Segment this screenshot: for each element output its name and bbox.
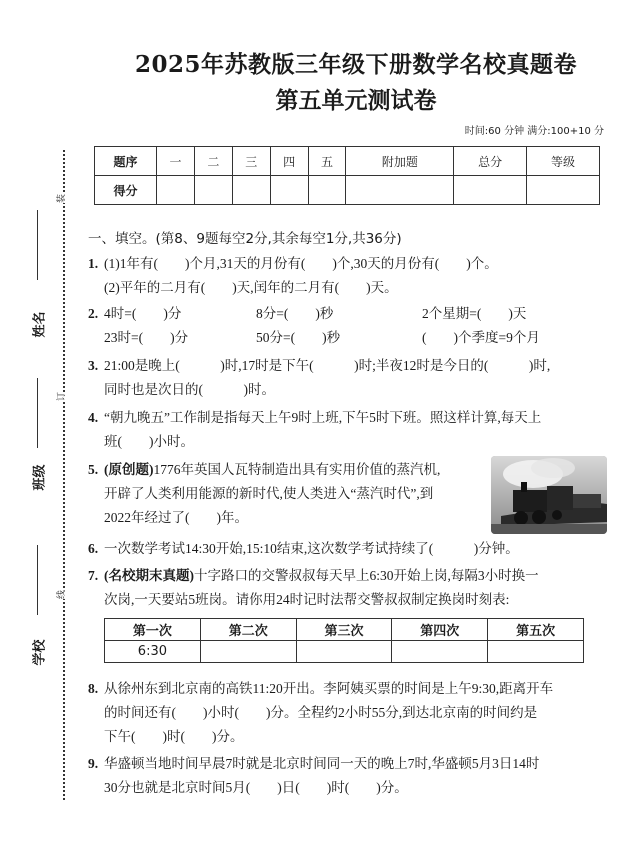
question-number: 8. [88,681,99,696]
score-table [94,146,600,205]
question-number: 6. [88,541,99,556]
score-col-2: 二 [194,147,232,176]
question-3 [88,354,618,402]
question-text: 华盛顿当地时间早晨7时就是北京时间同一天的晚上7时,华盛顿5月3日14时 [104,756,540,771]
cut-mark-bottom: 线 [52,590,69,599]
score-col-8: 等级 [527,147,600,176]
question-number: 5. [88,462,99,477]
conversion-item: 2个星期=( )天 [422,306,527,321]
cut-line [63,150,65,800]
question-4 [88,406,618,454]
question-text: 21:00是晚上( )时,17时是下午( )时;半夜12时是今日的( )时, [104,358,551,373]
shift-time-cell[interactable] [296,641,392,663]
question-text: 班( )小时。 [104,434,194,449]
shift-schedule-table [104,618,584,663]
question-text: 2022年经过了( )年。 [104,510,248,525]
shift-header: 第一次 [105,619,201,641]
shift-header: 第二次 [200,619,296,641]
question-1 [88,252,618,300]
score-cell[interactable] [157,176,195,205]
question-text: (1)1年有( )个月,31天的月份有( )个,30天的月份有( )个。 [104,256,498,271]
score-cell[interactable] [194,176,232,205]
score-col-6: 附加题 [346,147,454,176]
question-text: 开辟了人类利用能源的新时代,使人类进入“蒸汽时代”,到 [104,486,434,501]
shift-time-cell[interactable] [488,641,584,663]
question-tag: (原创题) [104,462,154,477]
question-7 [88,564,618,612]
question-text: 1776年英国人瓦特制造出具有实用价值的蒸汽机, [153,462,441,477]
time-and-score-info: 时间:60 分钟 满分:100+10 分 [464,126,604,137]
name-label: 姓名 [32,311,48,338]
question-text: 的时间还有( )小时( )分。全程约2小时55分,到达北京南的时间约是 [104,705,538,720]
conversion-item: 8分=( )秒 [256,306,334,321]
question-text: 30分也就是北京时间5月( )日( )时( )分。 [104,780,408,795]
locomotive-image-icon [491,456,607,534]
shift-time-cell: 6:30 [105,641,201,663]
page-title: 2025年苏教版三年级下册数学名校真题卷 [134,51,577,78]
question-text: (2)平年的二月有( )天,闰年的二月有( )天。 [104,280,398,295]
question-number: 3. [88,358,99,373]
section-title: 一、填空。(第8、9题每空2分,其余每空1分,共36分) [88,231,402,247]
score-col-5: 五 [308,147,346,176]
question-5 [88,458,488,530]
question-text: 下午( )时( )分。 [104,729,244,744]
score-col-1: 一 [157,147,195,176]
score-cell[interactable] [527,176,600,205]
question-text: 次岗,一天要站5班岗。请你用24时记时法帮交警叔叔制定换岗时刻表: [104,592,510,607]
page-subtitle: 第五单元测试卷 [275,87,437,114]
shift-header: 第四次 [392,619,488,641]
question-text: “朝九晚五”工作制是指每天上午9时上班,下午5时下班。照这样计算,每天上 [104,410,542,425]
shift-time-cell[interactable] [392,641,488,663]
score-table-row-head: 题序 [95,147,157,176]
score-cell[interactable] [454,176,527,205]
question-2 [88,302,618,350]
binding-strip [0,0,78,853]
score-cell[interactable] [270,176,308,205]
score-table-header-row [95,147,600,176]
name-field[interactable] [18,210,58,338]
score-cell[interactable] [346,176,454,205]
score-cell[interactable] [232,176,270,205]
score-col-4: 四 [270,147,308,176]
question-text: 同时也是次日的( )时。 [104,382,275,397]
school-field[interactable] [18,545,58,666]
shift-header: 第三次 [296,619,392,641]
question-6 [88,537,618,561]
score-row-label: 得分 [95,176,157,205]
conversion-item: 4时=( )分 [104,306,182,321]
question-number: 1. [88,256,99,271]
question-tag: (名校期末真题) [104,568,194,583]
question-number: 4. [88,410,99,425]
question-number: 7. [88,568,99,583]
class-field[interactable] [18,378,58,491]
shift-time-cell[interactable] [200,641,296,663]
score-col-7: 总分 [454,147,527,176]
shift-header: 第五次 [488,619,584,641]
question-text: 从徐州东到北京南的高铁11:20开出。李阿姨买票的时间是上午9:30,距离开车 [104,681,554,696]
class-label: 班级 [32,464,48,491]
steam-locomotive-photo [491,456,607,534]
school-label: 学校 [32,639,48,666]
score-col-3: 三 [232,147,270,176]
question-text: 一次数学考试14:30开始,15:10结束,这次数学考试持续了( )分钟。 [104,541,519,556]
question-9 [88,752,618,800]
cut-mark-top: 装 [52,194,69,203]
question-number: 9. [88,756,99,771]
question-number: 2. [88,306,99,321]
shift-table-value-row [105,641,584,663]
score-cell[interactable] [308,176,346,205]
question-text: 十字路口的交警叔叔每天早上6:30开始上岗,每隔3小时换一 [194,568,539,583]
conversion-item: ( )个季度=9个月 [422,330,540,345]
score-table-score-row [95,176,600,205]
conversion-item: 50分=( )秒 [256,330,341,345]
conversion-item: 23时=( )分 [104,330,189,345]
shift-table-header-row [105,619,584,641]
cut-mark-middle: 订 [52,392,69,401]
question-8 [88,677,618,749]
